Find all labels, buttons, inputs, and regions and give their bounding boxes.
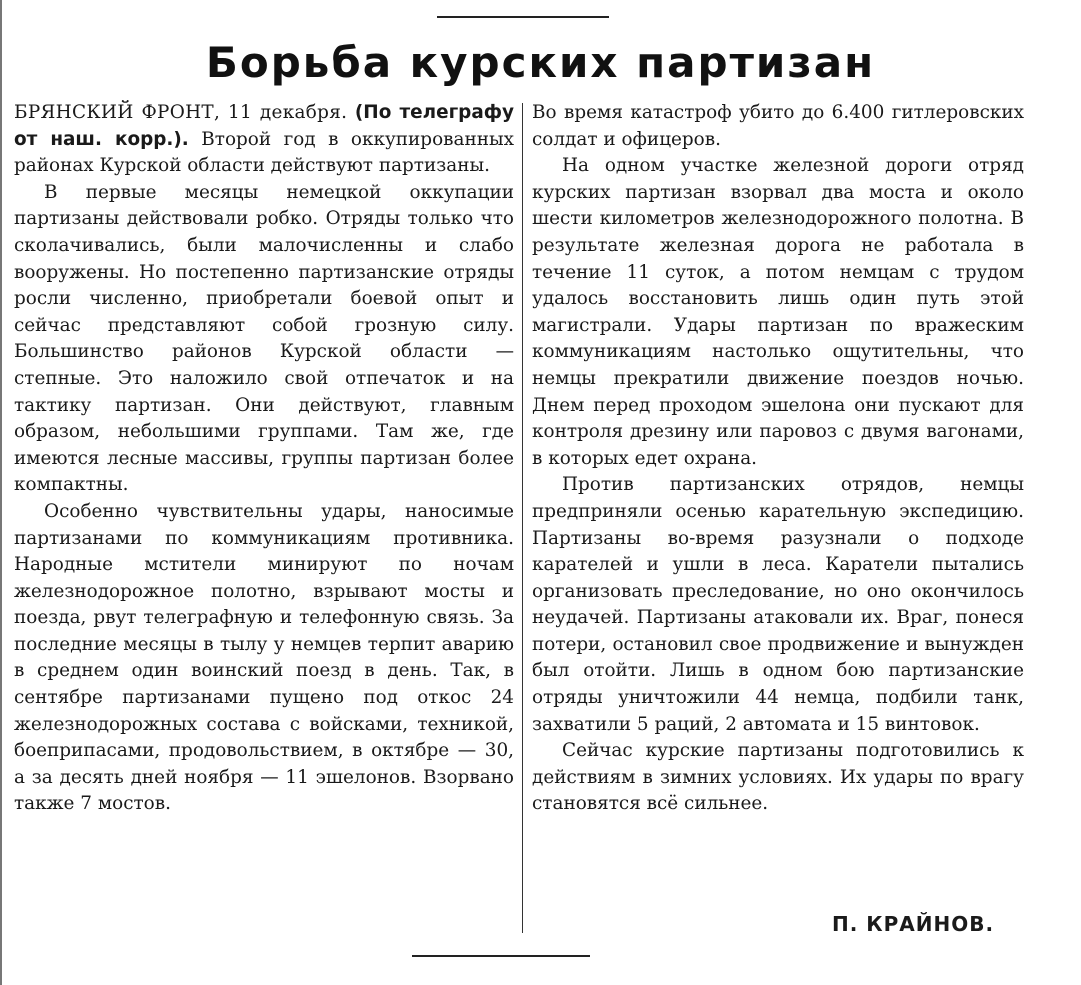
column-divider: [522, 103, 523, 933]
body-paragraph: Особенно чувствительны удары, наносимые партизанами по коммуникациям противника. Народные мстители минируют по ночам железнодорожное полотно, взрывают мосты и поезда, рвут телеграфную и телефонную связь. За последние месяцы в тылу у немцев терпит аварию в среднем один воинский поезд в день. Так, в сентябре партизанами пущено под откос 24 железнодорожных состава с войсками, техникой, боеприпасами, продовольствием, в октябре — 30, а за десять дней ноября — 11 эшелонов. Взорвано также 7 мостов.: [14, 500, 514, 815]
lead-paragraph: [14, 100, 514, 180]
column-left: [14, 100, 514, 818]
body-paragraph: На одном участке железной дороги отряд курских партизан взорвал два моста и около шести километров железнодорожного полотна. В результате железная дорога не работала в течение 11 суток, а потом немцам с трудом удалось восстановить лишь один путь этой магистрали. Удары партизан по вражеским коммуникациям настолько ощутительны, что немцы прекратили движение поездов ночью. Днем перед проходом эшелона они пускают для контроля дрезину или паровоз с двумя вагонами, в которых едет охрана.: [532, 155, 1024, 469]
top-rule: [437, 16, 609, 18]
column-right: [532, 100, 1024, 818]
bottom-rule: [412, 955, 590, 957]
continuation-paragraph: Во время катастроф убито до 6.400 гитлеровских солдат и офицеров.: [532, 102, 1024, 150]
lead-text: Второй год в оккупированных районах Курской области действуют партизаны.: [14, 128, 514, 177]
article-headline: Борьба курских партизан: [205, 38, 876, 87]
body-paragraph: В первые месяцы немецкой оккупации партизаны действовали робко. Отряды только что сколачивались, были малочисленны и слабо вооружены. Но постепенно партизанские отряды росли численно, приобретали боевой опыт и сейчас представляют собой грозную силу. Большинство районов Курской области — степные. Это наложило свой отпечаток и на тактику партизан. Они действуют, главным образом, небольшими группами. Там же, где имеются лесные массивы, группы партизан более компактны.: [14, 181, 514, 496]
dateline: БРЯНСКИЙ ФРОНТ, 11 декабря.: [14, 102, 348, 123]
page-edge-margin: [0, 0, 8, 985]
body-paragraph: Сейчас курские партизаны подготовились к действиям в зимних условиях. Их удары по врагу становятся всё сильнее.: [532, 740, 1024, 815]
correspondent-credit: (По телеграфу от наш. корр.).: [14, 102, 514, 150]
body-paragraph: Против партизанских отрядов, немцы предприняли осенью карательную экспедицию. Партизаны во-время разузнали о подходе карателей и ушли в леса. Каратели пытались организовать преследование, но оно окончилось неудачей. Партизаны атаковали их. Враг, понеся потери, остановил свое продвижение и вынужден был отойти. Лишь в одном бою партизанские отряды уничтожили 44 немца, подбили танк, захватили 5 раций, 2 автомата и 15 винтовок.: [532, 474, 1024, 735]
author-signature: П. КРАЙНОВ.: [832, 912, 995, 936]
